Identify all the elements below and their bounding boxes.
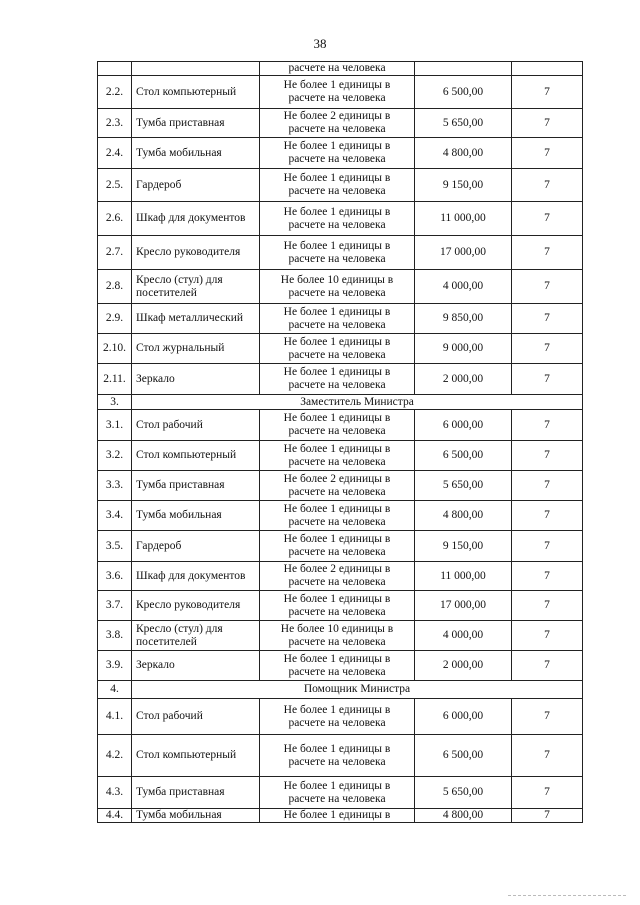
- item-price: 4 800,00: [415, 138, 512, 169]
- item-name: Шкаф для документов: [132, 202, 260, 236]
- item-term: 7: [512, 591, 583, 621]
- item-price: 5 650,00: [415, 471, 512, 501]
- item-name: Стол рабочий: [132, 410, 260, 441]
- row-number: 3.: [98, 395, 132, 410]
- item-norm: Не более 2 единицы в расчете на человека: [260, 562, 415, 591]
- item-price: 6 500,00: [415, 441, 512, 471]
- item-price: 17 000,00: [415, 236, 512, 270]
- table-row: [98, 735, 583, 777]
- row-number: 4.3.: [98, 777, 132, 809]
- row-number: 3.2.: [98, 441, 132, 471]
- row-number: 2.9.: [98, 304, 132, 334]
- table-row: [98, 531, 583, 562]
- table-row: [98, 591, 583, 621]
- item-norm: Не более 1 единицы в расчете на человека: [260, 531, 415, 562]
- item-name: Гардероб: [132, 169, 260, 202]
- item-name: Стол компьютерный: [132, 76, 260, 109]
- row-number: 4.1.: [98, 699, 132, 735]
- item-norm: Не более 10 единицы в расчете на человека: [260, 270, 415, 304]
- item-price: 9 000,00: [415, 334, 512, 364]
- item-norm: Не более 1 единицы в расчете на человека: [260, 501, 415, 531]
- item-term: 7: [512, 562, 583, 591]
- row-number: 3.1.: [98, 410, 132, 441]
- table-row: [98, 501, 583, 531]
- table-row: [98, 777, 583, 809]
- table-row: [98, 109, 583, 138]
- item-norm: Не более 1 единицы в расчете на человека: [260, 699, 415, 735]
- row-number: 3.9.: [98, 651, 132, 681]
- item-name: Кресло руководителя: [132, 236, 260, 270]
- item-norm: Не более 1 единицы в расчете на человека: [260, 364, 415, 395]
- item-norm: Не более 1 единицы в расчете на человека: [260, 735, 415, 777]
- item-term: 7: [512, 334, 583, 364]
- item-norm: Не более 2 единицы в расчете на человека: [260, 109, 415, 138]
- row-number: 3.8.: [98, 621, 132, 651]
- table-row: [98, 410, 583, 441]
- item-norm: Не более 1 единицы в расчете на человека: [260, 777, 415, 809]
- item-norm: Не более 1 единицы в расчете на человека: [260, 202, 415, 236]
- item-term: 7: [512, 109, 583, 138]
- item-price: 17 000,00: [415, 591, 512, 621]
- item-price: 9 150,00: [415, 169, 512, 202]
- item-name: Тумба приставная: [132, 109, 260, 138]
- item-name: Зеркало: [132, 651, 260, 681]
- item-term: 7: [512, 169, 583, 202]
- item-term: 7: [512, 809, 583, 823]
- item-name: [132, 62, 260, 76]
- item-term: 7: [512, 651, 583, 681]
- item-price: 2 000,00: [415, 364, 512, 395]
- item-name: Стол журнальный: [132, 334, 260, 364]
- item-norm: Не более 1 единицы в расчете на человека: [260, 410, 415, 441]
- table-row: [98, 562, 583, 591]
- item-norm: Не более 1 единицы в расчете на человека: [260, 441, 415, 471]
- row-number: 3.4.: [98, 501, 132, 531]
- item-term: 7: [512, 471, 583, 501]
- table-row: [98, 364, 583, 395]
- table-row: [98, 809, 583, 823]
- section-row: [98, 681, 583, 699]
- item-term: 7: [512, 777, 583, 809]
- item-name: Тумба приставная: [132, 471, 260, 501]
- item-term: 7: [512, 699, 583, 735]
- item-norm: Не более 1 единицы в расчете на человека: [260, 304, 415, 334]
- item-term: 7: [512, 410, 583, 441]
- item-name: Тумба мобильная: [132, 809, 260, 823]
- row-number: 3.3.: [98, 471, 132, 501]
- item-price: 6 500,00: [415, 76, 512, 109]
- row-number: 2.11.: [98, 364, 132, 395]
- section-title: Помощник Министра: [132, 681, 583, 699]
- item-name: Кресло (стул) для посетителей: [132, 621, 260, 651]
- table-body: [98, 62, 583, 823]
- table-row: [98, 138, 583, 169]
- item-price: 9 150,00: [415, 531, 512, 562]
- table-row: [98, 651, 583, 681]
- row-number: 2.8.: [98, 270, 132, 304]
- item-price: 4 000,00: [415, 270, 512, 304]
- item-norm: Не более 1 единицы в: [260, 809, 415, 823]
- table-row: [98, 202, 583, 236]
- item-term: 7: [512, 202, 583, 236]
- table-row: [98, 304, 583, 334]
- table-row: [98, 270, 583, 304]
- table-row: [98, 441, 583, 471]
- item-term: 7: [512, 735, 583, 777]
- item-term: 7: [512, 441, 583, 471]
- item-name: Стол компьютерный: [132, 441, 260, 471]
- item-norm: Не более 1 единицы в расчете на человека: [260, 651, 415, 681]
- table-row: [98, 621, 583, 651]
- item-price: 5 650,00: [415, 109, 512, 138]
- row-number: 4.: [98, 681, 132, 699]
- item-term: 7: [512, 531, 583, 562]
- table-row: [98, 76, 583, 109]
- item-norm: Не более 1 единицы в расчете на человека: [260, 334, 415, 364]
- item-norm: Не более 2 единицы в расчете на человека: [260, 471, 415, 501]
- item-name: Шкаф для документов: [132, 562, 260, 591]
- item-term: 7: [512, 270, 583, 304]
- item-term: 7: [512, 621, 583, 651]
- item-name: Тумба приставная: [132, 777, 260, 809]
- row-number: 3.6.: [98, 562, 132, 591]
- item-price: 11 000,00: [415, 202, 512, 236]
- table-row: [98, 334, 583, 364]
- table-row: [98, 699, 583, 735]
- row-number: 4.4.: [98, 809, 132, 823]
- row-number: 3.7.: [98, 591, 132, 621]
- item-price: 9 850,00: [415, 304, 512, 334]
- item-name: Стол компьютерный: [132, 735, 260, 777]
- item-price: 4 800,00: [415, 501, 512, 531]
- item-term: 7: [512, 304, 583, 334]
- scan-artifact-line: [508, 895, 626, 896]
- row-number: 2.3.: [98, 109, 132, 138]
- item-norm: Не более 1 единицы в расчете на человека: [260, 236, 415, 270]
- table-row: [98, 471, 583, 501]
- row-number: 2.6.: [98, 202, 132, 236]
- item-name: Стол рабочий: [132, 699, 260, 735]
- table-row: [98, 62, 583, 76]
- section-row: [98, 395, 583, 410]
- item-norm: расчете на человека: [260, 62, 415, 76]
- item-norm: Не более 1 единицы в расчете на человека: [260, 591, 415, 621]
- item-norm: Не более 10 единицы в расчете на человека: [260, 621, 415, 651]
- item-price: 2 000,00: [415, 651, 512, 681]
- item-price: 6 000,00: [415, 699, 512, 735]
- furniture-norms-table: [97, 61, 583, 823]
- row-number: 2.4.: [98, 138, 132, 169]
- item-price: 4 000,00: [415, 621, 512, 651]
- item-name: Кресло (стул) для посетителей: [132, 270, 260, 304]
- item-term: [512, 62, 583, 76]
- item-term: 7: [512, 501, 583, 531]
- item-name: Зеркало: [132, 364, 260, 395]
- row-number: 3.5.: [98, 531, 132, 562]
- page-number: 38: [313, 36, 327, 51]
- item-term: 7: [512, 138, 583, 169]
- item-name: Шкаф металлический: [132, 304, 260, 334]
- row-number: 2.5.: [98, 169, 132, 202]
- row-number: 4.2.: [98, 735, 132, 777]
- item-norm: Не более 1 единицы в расчете на человека: [260, 169, 415, 202]
- item-price: 4 800,00: [415, 809, 512, 823]
- table-row: [98, 236, 583, 270]
- item-price: 5 650,00: [415, 777, 512, 809]
- item-term: 7: [512, 76, 583, 109]
- item-name: Тумба мобильная: [132, 138, 260, 169]
- row-number: [98, 62, 132, 76]
- item-price: 11 000,00: [415, 562, 512, 591]
- row-number: 2.7.: [98, 236, 132, 270]
- item-norm: Не более 1 единицы в расчете на человека: [260, 138, 415, 169]
- item-price: 6 500,00: [415, 735, 512, 777]
- row-number: 2.10.: [98, 334, 132, 364]
- item-term: 7: [512, 236, 583, 270]
- item-name: Кресло руководителя: [132, 591, 260, 621]
- section-title: Заместитель Министра: [132, 395, 583, 410]
- item-price: 6 000,00: [415, 410, 512, 441]
- row-number: 2.2.: [98, 76, 132, 109]
- table-row: [98, 169, 583, 202]
- item-price: [415, 62, 512, 76]
- item-norm: Не более 1 единицы в расчете на человека: [260, 76, 415, 109]
- item-name: Гардероб: [132, 531, 260, 562]
- item-term: 7: [512, 364, 583, 395]
- item-name: Тумба мобильная: [132, 501, 260, 531]
